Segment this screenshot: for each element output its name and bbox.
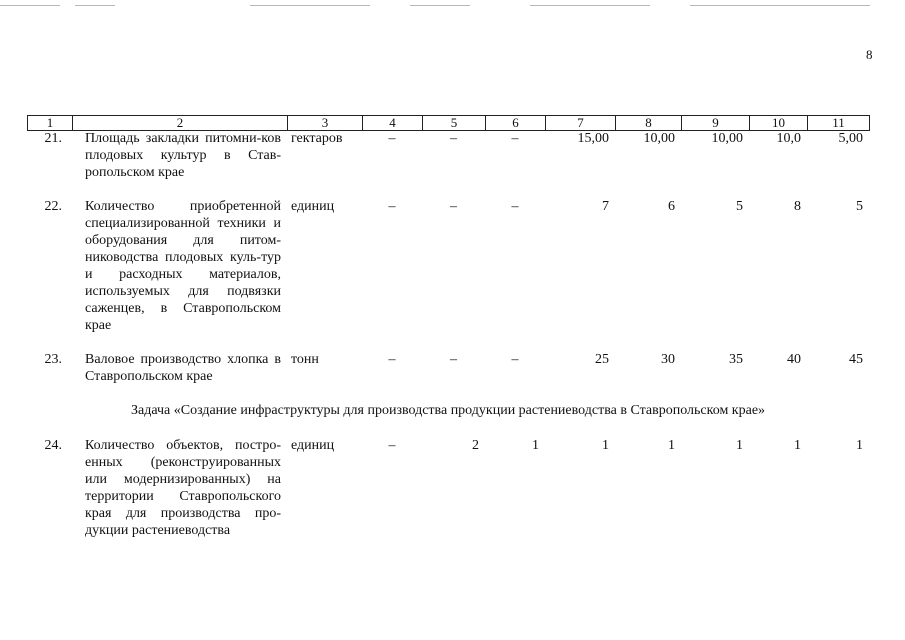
task-row	[27, 385, 869, 437]
scan-artifact-line	[0, 5, 60, 6]
value-cell: –	[450, 352, 457, 367]
header-cell: 8	[616, 116, 682, 131]
unit-cell: единиц	[291, 438, 335, 453]
header-row	[28, 116, 870, 131]
header-cell: 7	[546, 116, 616, 131]
value-cell: 15,00	[577, 131, 609, 146]
value-cell: 2	[472, 438, 479, 453]
value-cell: –	[388, 352, 396, 367]
value-cell: –	[388, 199, 396, 214]
page-number: 8	[866, 47, 873, 62]
value-cell: 6	[668, 199, 675, 214]
value-cell: 1	[602, 438, 609, 453]
header-cell: 6	[486, 116, 546, 131]
value-cell: 1	[668, 438, 675, 453]
value-cell: –	[450, 199, 457, 214]
scan-artifact-line	[250, 5, 370, 6]
value-cell: –	[511, 199, 519, 214]
header-cell: 11	[808, 116, 870, 131]
value-cell: 1	[856, 438, 863, 453]
value-cell: 40	[787, 352, 801, 367]
table-row	[27, 351, 869, 385]
indicators-table	[27, 130, 869, 539]
value-cell: 45	[849, 352, 863, 367]
task-title: Задача «Создание инфраструктуры для производства продукции растениеводства в Ставропольском крае»	[130, 403, 766, 418]
value-cell: 5	[736, 199, 743, 214]
row-number: 21.	[44, 131, 62, 146]
header-cell: 10	[750, 116, 808, 131]
table-row	[27, 198, 869, 334]
indicator-name: Количество объектов, постро-енных (реконструированных или модернизированных) на территории Ставропольского края для производства про-дукции растениеводства	[85, 438, 281, 538]
header-cell: 4	[363, 116, 423, 131]
value-cell: 8	[794, 199, 801, 214]
value-cell: 25	[595, 352, 609, 367]
value-cell: 1	[736, 438, 743, 453]
value-cell: 10,00	[643, 131, 675, 146]
row-number: 24.	[44, 438, 62, 453]
table-row	[27, 130, 869, 181]
scan-artifact-line	[410, 5, 470, 6]
header-cell: 5	[423, 116, 486, 131]
table-row	[27, 437, 869, 539]
row-spacer	[27, 181, 869, 198]
row-number: 22.	[44, 199, 62, 214]
scan-artifact-line	[530, 5, 650, 6]
value-cell: 30	[661, 352, 675, 367]
unit-cell: единиц	[291, 199, 335, 214]
value-cell: –	[450, 131, 457, 146]
value-cell: –	[511, 352, 519, 367]
value-cell: 35	[729, 352, 743, 367]
scan-artifact-line	[690, 5, 870, 6]
value-cell: 7	[602, 199, 609, 214]
value-cell: 10,0	[776, 131, 801, 146]
unit-cell: тонн	[291, 352, 319, 367]
value-cell: 1	[532, 438, 539, 453]
header-cell: 3	[288, 116, 363, 131]
row-number: 23.	[44, 352, 62, 367]
value-cell: 5,00	[838, 131, 863, 146]
value-cell: –	[511, 131, 519, 146]
indicator-name: Количество приобретенной специализированной техники и оборудования для питом-ниководства плодовых куль-тур и расходных материалов, используемых для подвязки саженцев, в Ставропольском крае	[85, 199, 281, 333]
header-cell: 1	[28, 116, 73, 131]
value-cell: –	[388, 131, 396, 146]
table-header	[27, 115, 870, 131]
row-spacer	[27, 334, 869, 351]
value-cell: 10,00	[711, 131, 743, 146]
value-cell: 5	[856, 199, 863, 214]
value-cell: 1	[794, 438, 801, 453]
scan-artifact-line	[75, 5, 115, 6]
unit-cell: гектаров	[291, 131, 343, 146]
indicator-name: Площадь закладки питомни-ков плодовых культур в Став-ропольском крае	[85, 131, 281, 180]
indicator-name: Валовое производство хлопка в Ставропольском крае	[85, 352, 281, 384]
value-cell: –	[388, 438, 396, 453]
header-cell: 2	[73, 116, 288, 131]
header-cell: 9	[682, 116, 750, 131]
